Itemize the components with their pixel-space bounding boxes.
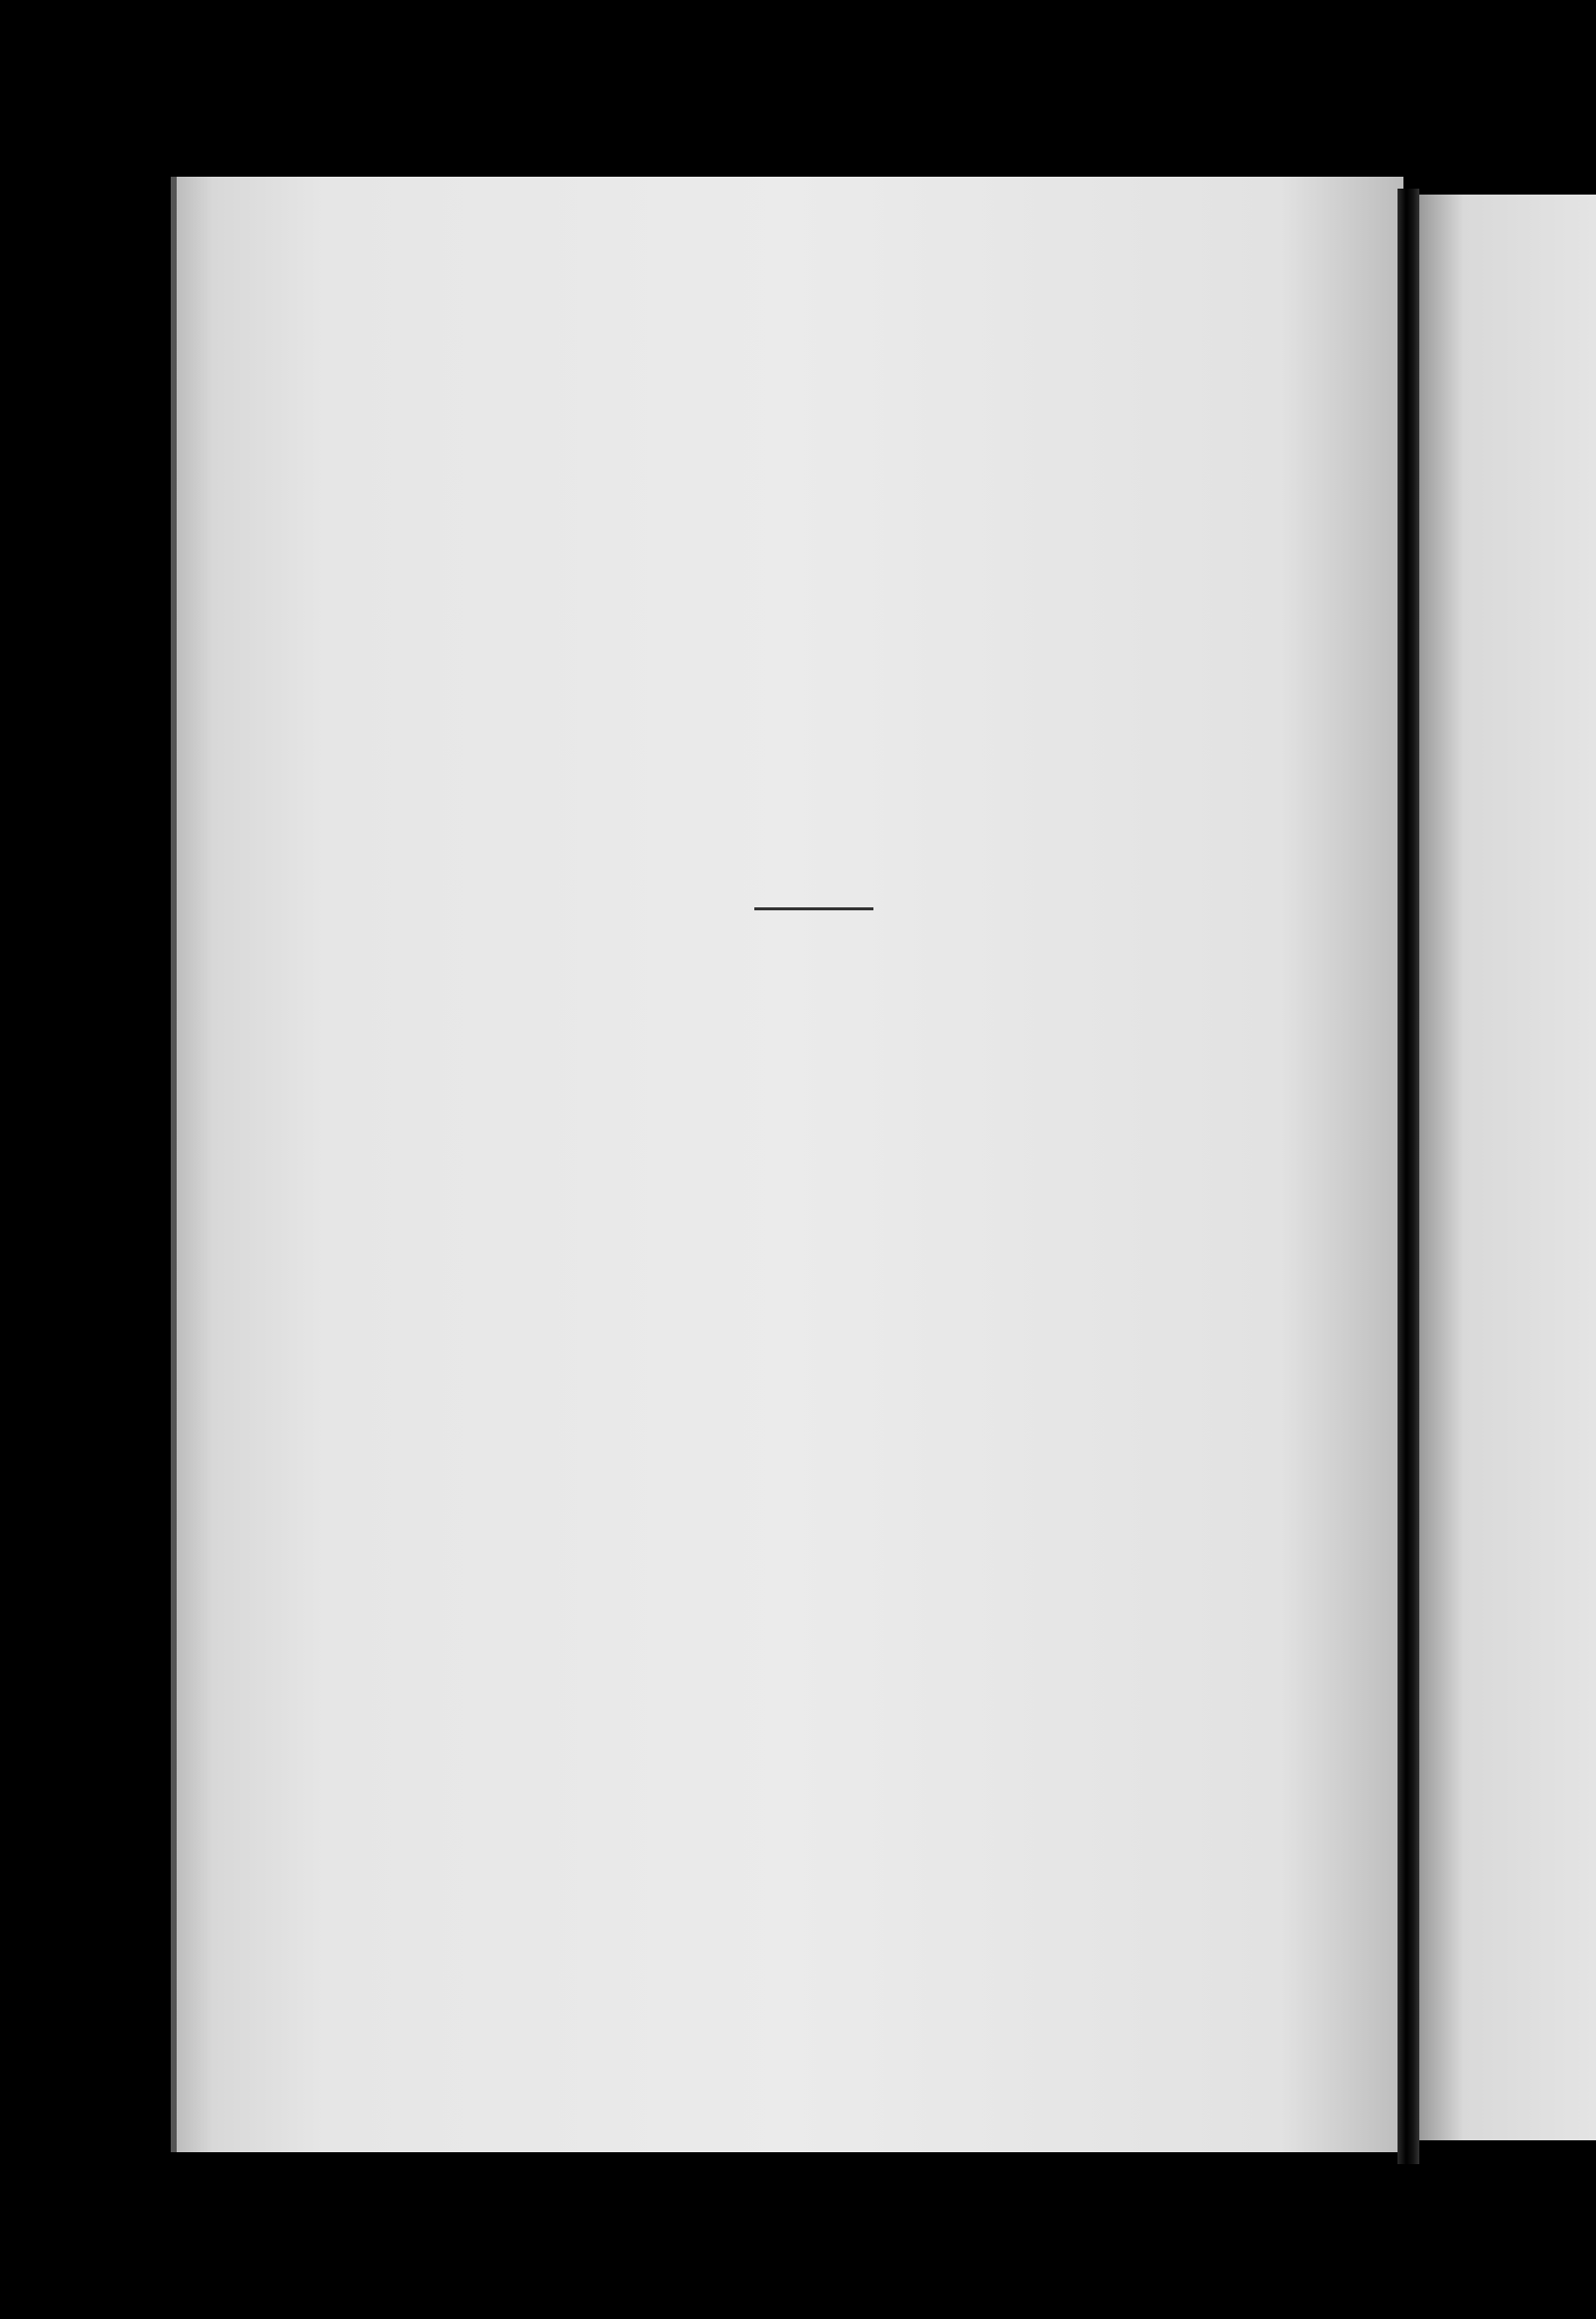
book-page bbox=[171, 177, 1403, 2152]
facing-page bbox=[1419, 195, 1596, 2140]
section-divider bbox=[754, 907, 873, 910]
book-gutter bbox=[1397, 189, 1419, 2164]
